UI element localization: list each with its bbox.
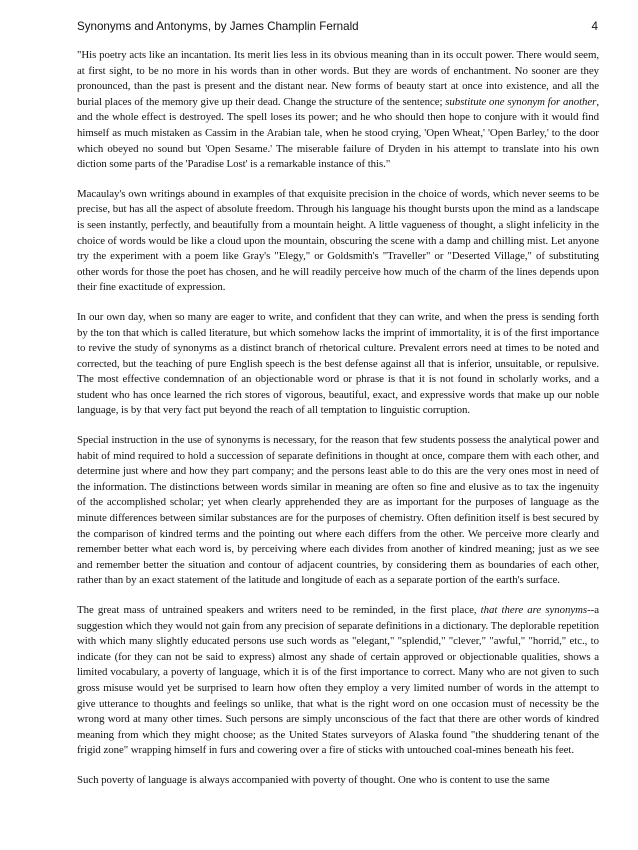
paragraph-special-instruction: Special instruction in the use of synonyms is necessary, for the reason that few students possess the analytical power and habit of mind required to hold a succession of separate definitions in thought at once, compare them with each other, and determine just where and how they part company; and the persons least able to do this are the very ones most in need of the information. The distinctions between words similar in meaning are often so fine and elusive as to tax the ingenuity of the accomplished scholar; yet when clearly apprehended they are as important for the purposes of language as the minute differences between similar substances are for the purposes of chemistry. Often definition itself is best secured by the comparison of kindred terms and the pointing out where each differs from the other. We perceive more clearly and remember better what each word is, by perceiving where each divides from another of kindred meaning; just as we see and remember better the situation and contour of adjacent countries, by considering them as boundaries of each other, rather than by an exact statement of the latitude and longitude of each as a separate portion of the earth's surface.: [77, 434, 599, 587]
paragraph-macaulay-writings: Macaulay's own writings abound in examples of that exquisite precision in the choice of words, which never seems to be precise, but has all the aspect of absolute freedom. Through his language his thought bursts upon the mind as a landscape is seen instantly, perfectly, and beautifully from a mountain height. A little vagueness of thought, a slight infelicity in the choice of words would be like a cloud upon the mountain, obscuring the scene with a damp and chilling mist. Let anyone try the experiment with a poem like Gray's "Elegy," or Goldsmith's "Traveller" or "Deserted Village," of substituting other words for those the poet has chosen, and he will readily perceive how much of the charm of the lines depends upon their fine exactitude of expression.: [77, 187, 599, 294]
paragraph-poverty-of-language: Such poverty of language is always accompanied with poverty of thought. One who is content to use the same: [77, 773, 550, 786]
paragraph-macaulay-quote: "His poetry acts like an incantation. Its merit lies less in its obvious meaning than in its occult power. There would seem, at first sight, to be no more in his words than in other words. But they are words of enchantment. No sooner are they pronounced, than the past is present and the distant near. New forms of beauty start at once into existence, and all the burial places of the memory give up their dead. Change the structure of the sentence; substitute one synonym for another, and the whole effect is destroyed. The spell loses its power; and he who should then hope to conjure with it would find himself as much mistaken as Cassim in the Arabian tale, when he stood crying, 'Open Wheat,' 'Open Barley,' to the door which obeyed no sound but 'Open Sesame.' The miserable failure of Dryden in his attempt to translate into his own diction some parts of the 'Paradise Lost' is a remarkable instance of this.": [77, 49, 600, 171]
body-text: [77, 48, 599, 789]
running-header: [77, 20, 598, 38]
emphasis-substitute-synonym: substitute one synonym for another: [445, 95, 597, 108]
page-number: 4: [591, 20, 598, 33]
paragraph-our-own-day: In our own day, when so many are eager to write, and confident that they can write, and when the press is sending forth by the ton that which is called literature, but which somehow lacks the imprint of immortality, it is of the first importance to revive the study of synonyms as a distinct branch of rhetorical culture. Prevalent errors need at times to be noted and corrected, but the teaching of pure English speech is the best defense against all that is inferior, unsuitable, or repulsive. The most effective condemnation of an objectionable word or phrase is that it is not found in scholarly works, and a student who has once learned the rich stores of vigorous, beautiful, exact, and expressive words that make up our noble language, is by that very fact put beyond the reach of all temptation to linguistic corruption.: [77, 310, 599, 417]
book-title: Synonyms and Antonyms, by James Champlin Fernald: [77, 20, 359, 33]
paragraph-untrained-speakers: The great mass of untrained speakers and writers need to be reminded, in the first place, that there are synonyms--a suggestion which they would not gain from any precision of separate definitions in a dictionary. The deplorable repetition with which many slightly educated persons use such words as "elegant," "splendid," "clever," "awful," "horrid," etc., to indicate (for they can not be said to express) almost any shade of certain approved or objectionable qualities, shows a limited vocabulary, a poverty of language, which it is of the first importance to correct. Many who are not given to such gross misuse would yet be surprised to learn how often they employ a very limited number of words in the attempt to give utterance to thoughts and feelings so unlike, that what is the right word on one occasion must of necessity be the wrong word at many other times. Such persons are simply unconscious of the fact that there are other words of kindred meaning from which they might choose; as the United States surveyors of Alaska found "the shuddering tenant of the frigid zone" wrapping himself in furs and cowering over a fire of sticks with untouched coal-mines beneath his feet.: [77, 604, 599, 757]
emphasis-there-are-synonyms: that there are synonyms: [480, 604, 588, 616]
